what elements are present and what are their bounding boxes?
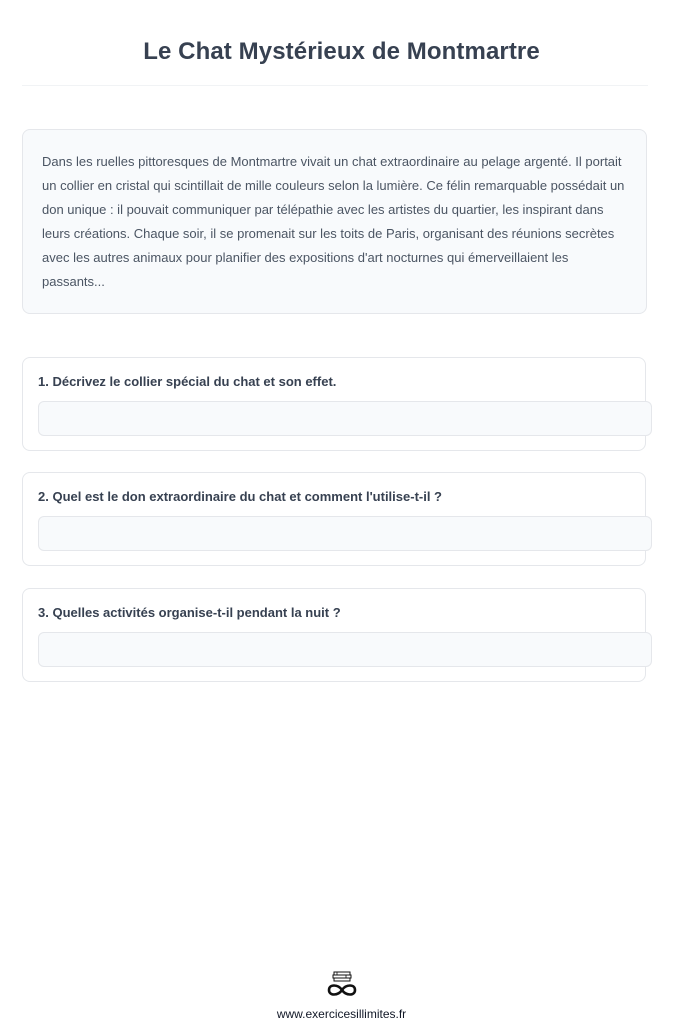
page-title: Le Chat Mystérieux de Montmartre <box>143 38 540 65</box>
question-label-2: 2. Quel est le don extraordinaire du chat et comment l'utilise-t-il ? <box>38 489 443 504</box>
question-card-2 <box>22 472 646 566</box>
title-divider <box>22 85 648 86</box>
question-card-3 <box>22 588 646 682</box>
answer-input-3[interactable] <box>38 632 652 667</box>
infinity-books-logo-icon <box>324 971 360 999</box>
question-card-1 <box>22 357 646 451</box>
question-label-1: 1. Décrivez le collier spécial du chat et son effet. <box>38 374 337 389</box>
story-passage: Dans les ruelles pittoresques de Montmartre vivait un chat extraordinaire au pelage argenté. Il portait un collier en cristal qui scintillait de mille couleurs selon la lumière. Ce félin remarquable possédait un don unique : il pouvait communiquer par télépathie avec les artistes du quartier, les inspirant dans leurs créations. Chaque soir, il se promenait sur les toits de Paris, organisant des réunions secrètes avec les autres animaux pour planifier des expositions d'art nocturnes qui émerveillaient les passants... <box>22 129 647 314</box>
answer-input-1[interactable] <box>38 401 652 436</box>
question-label-3: 3. Quelles activités organise-t-il pendant la nuit ? <box>38 605 341 620</box>
answer-input-2[interactable] <box>38 516 652 551</box>
footer-website-url: www.exercicesillimites.fr <box>276 1007 407 1021</box>
